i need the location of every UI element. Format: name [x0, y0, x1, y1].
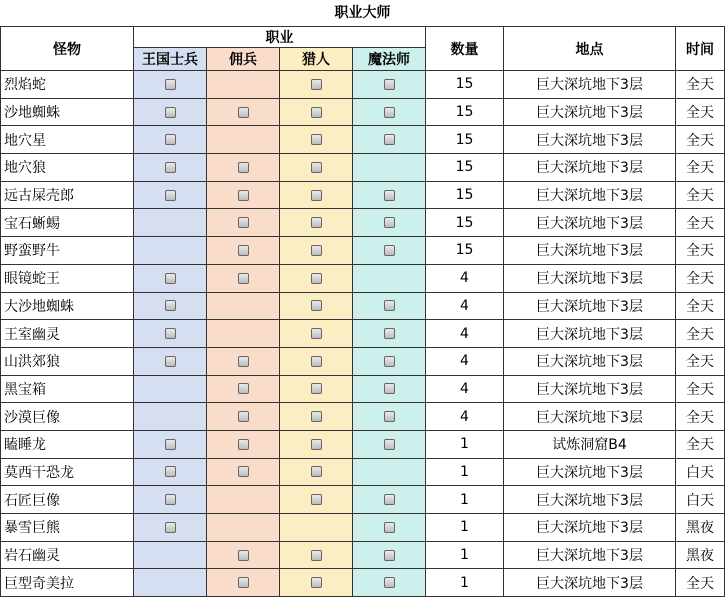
job-cell-mage	[353, 486, 426, 514]
job-cell-hunter	[280, 237, 353, 265]
checkbox-icon	[384, 550, 395, 561]
job-cell-soldier	[134, 264, 207, 292]
monster-name: 岩石幽灵	[1, 541, 134, 569]
checkbox-icon	[384, 522, 395, 533]
time-cell: 全天	[676, 237, 725, 265]
location-cell: 巨大深坑地下3层	[504, 320, 676, 348]
job-cell-mercenary	[207, 541, 280, 569]
location-cell: 巨大深坑地下3层	[504, 71, 676, 99]
table-row	[1, 569, 725, 597]
checkbox-icon	[384, 439, 395, 450]
job-cell-mage	[353, 320, 426, 348]
job-cell-mercenary	[207, 569, 280, 597]
job-header-hunter: 猎人	[280, 48, 353, 71]
job-cell-mercenary	[207, 458, 280, 486]
checkbox-icon	[165, 273, 176, 284]
checkbox-icon	[165, 190, 176, 201]
count-cell: 4	[426, 292, 504, 320]
count-cell: 15	[426, 71, 504, 99]
checkbox-icon	[311, 328, 322, 339]
job-cell-hunter	[280, 347, 353, 375]
location-cell: 巨大深坑地下3层	[504, 154, 676, 182]
checkbox-icon	[311, 107, 322, 118]
checkbox-icon	[238, 466, 249, 477]
checkbox-icon	[311, 300, 322, 311]
monster-name: 沙漠巨像	[1, 403, 134, 431]
count-cell: 15	[426, 98, 504, 126]
job-cell-soldier	[134, 347, 207, 375]
monster-name: 沙地蜘蛛	[1, 98, 134, 126]
time-cell: 全天	[676, 71, 725, 99]
checkbox-icon	[384, 328, 395, 339]
job-cell-mercenary	[207, 71, 280, 99]
checkbox-icon	[384, 411, 395, 422]
job-cell-hunter	[280, 403, 353, 431]
job-header-mercenary: 佣兵	[207, 48, 280, 71]
job-cell-mercenary	[207, 181, 280, 209]
job-cell-soldier	[134, 486, 207, 514]
location-cell: 巨大深坑地下3层	[504, 514, 676, 542]
table-row	[1, 458, 725, 486]
job-cell-mage	[353, 347, 426, 375]
monster-name: 远古屎壳郎	[1, 181, 134, 209]
checkbox-icon	[384, 79, 395, 90]
job-cell-hunter	[280, 458, 353, 486]
monster-name: 暴雪巨熊	[1, 514, 134, 542]
job-cell-soldier	[134, 375, 207, 403]
location-cell: 巨大深坑地下3层	[504, 486, 676, 514]
job-group-header: 职业	[134, 27, 426, 48]
job-cell-mage	[353, 458, 426, 486]
time-cell: 全天	[676, 292, 725, 320]
time-cell: 全天	[676, 154, 725, 182]
count-cell: 15	[426, 154, 504, 182]
job-cell-mage	[353, 541, 426, 569]
time-cell: 全天	[676, 347, 725, 375]
job-cell-hunter	[280, 98, 353, 126]
count-cell: 4	[426, 347, 504, 375]
table-row	[1, 514, 725, 542]
monster-name: 大沙地蜘蛛	[1, 292, 134, 320]
job-cell-hunter	[280, 181, 353, 209]
table-row	[1, 71, 725, 99]
job-cell-hunter	[280, 375, 353, 403]
count-cell: 15	[426, 209, 504, 237]
time-cell: 黑夜	[676, 514, 725, 542]
job-cell-soldier	[134, 237, 207, 265]
job-cell-mercenary	[207, 514, 280, 542]
table-row	[1, 292, 725, 320]
job-cell-mage	[353, 292, 426, 320]
checkbox-icon	[311, 245, 322, 256]
checkbox-icon	[165, 79, 176, 90]
job-cell-soldier	[134, 320, 207, 348]
job-cell-mercenary	[207, 126, 280, 154]
table-row	[1, 320, 725, 348]
count-cell: 4	[426, 375, 504, 403]
count-cell: 4	[426, 264, 504, 292]
job-cell-soldier	[134, 126, 207, 154]
monster-name: 眼镜蛇王	[1, 264, 134, 292]
location-cell: 巨大深坑地下3层	[504, 403, 676, 431]
location-cell: 巨大深坑地下3层	[504, 375, 676, 403]
checkbox-icon	[165, 522, 176, 533]
table-row	[1, 237, 725, 265]
checkbox-icon	[165, 356, 176, 367]
location-cell: 巨大深坑地下3层	[504, 264, 676, 292]
count-header: 数量	[426, 27, 504, 71]
count-cell: 15	[426, 181, 504, 209]
job-cell-mage	[353, 375, 426, 403]
location-cell: 巨大深坑地下3层	[504, 347, 676, 375]
checkbox-icon	[311, 439, 322, 450]
table-row	[1, 264, 725, 292]
location-cell: 巨大深坑地下3层	[504, 98, 676, 126]
checkbox-icon	[384, 217, 395, 228]
count-cell: 15	[426, 126, 504, 154]
time-cell: 全天	[676, 209, 725, 237]
monster-name: 宝石蜥蜴	[1, 209, 134, 237]
checkbox-icon	[238, 411, 249, 422]
checkbox-icon	[311, 494, 322, 505]
job-cell-hunter	[280, 486, 353, 514]
checkbox-icon	[311, 550, 322, 561]
monster-name: 山洪郊狼	[1, 347, 134, 375]
job-cell-mage	[353, 237, 426, 265]
job-cell-soldier	[134, 209, 207, 237]
checkbox-icon	[238, 577, 249, 588]
monster-name: 莫西干恐龙	[1, 458, 134, 486]
count-cell: 4	[426, 320, 504, 348]
time-cell: 全天	[676, 264, 725, 292]
checkbox-icon	[165, 439, 176, 450]
checkbox-icon	[238, 273, 249, 284]
checkbox-icon	[384, 245, 395, 256]
time-cell: 白天	[676, 486, 725, 514]
table-row	[1, 541, 725, 569]
job-cell-hunter	[280, 209, 353, 237]
job-cell-mercenary	[207, 209, 280, 237]
job-cell-soldier	[134, 98, 207, 126]
checkbox-icon	[238, 107, 249, 118]
job-cell-hunter	[280, 71, 353, 99]
checkbox-icon	[165, 134, 176, 145]
checkbox-icon	[238, 550, 249, 561]
count-cell: 1	[426, 458, 504, 486]
job-cell-soldier	[134, 569, 207, 597]
job-cell-hunter	[280, 541, 353, 569]
checkbox-icon	[238, 217, 249, 228]
checkbox-icon	[311, 190, 322, 201]
checkbox-icon	[384, 356, 395, 367]
time-cell: 全天	[676, 320, 725, 348]
time-cell: 全天	[676, 181, 725, 209]
monster-name: 黑宝箱	[1, 375, 134, 403]
location-cell: 巨大深坑地下3层	[504, 237, 676, 265]
table-row	[1, 486, 725, 514]
checkbox-icon	[165, 300, 176, 311]
job-cell-mercenary	[207, 320, 280, 348]
job-cell-hunter	[280, 514, 353, 542]
location-cell: 巨大深坑地下3层	[504, 292, 676, 320]
monster-name: 瞌睡龙	[1, 430, 134, 458]
job-cell-hunter	[280, 430, 353, 458]
job-cell-soldier	[134, 403, 207, 431]
checkbox-icon	[165, 328, 176, 339]
job-cell-mercenary	[207, 292, 280, 320]
job-header-mage: 魔法师	[353, 48, 426, 71]
time-header: 时间	[676, 27, 725, 71]
job-cell-hunter	[280, 320, 353, 348]
monster-name: 王室幽灵	[1, 320, 134, 348]
job-cell-mage	[353, 209, 426, 237]
checkbox-icon	[384, 383, 395, 394]
time-cell: 全天	[676, 375, 725, 403]
table-row	[1, 181, 725, 209]
checkbox-icon	[384, 300, 395, 311]
job-cell-mercenary	[207, 375, 280, 403]
job-cell-mage	[353, 98, 426, 126]
count-cell: 1	[426, 514, 504, 542]
checkbox-icon	[311, 273, 322, 284]
job-cell-soldier	[134, 181, 207, 209]
job-cell-hunter	[280, 126, 353, 154]
count-cell: 1	[426, 430, 504, 458]
job-cell-hunter	[280, 569, 353, 597]
table-row	[1, 403, 725, 431]
time-cell: 全天	[676, 569, 725, 597]
job-cell-mercenary	[207, 403, 280, 431]
job-cell-soldier	[134, 71, 207, 99]
time-cell: 全天	[676, 430, 725, 458]
time-cell: 全天	[676, 126, 725, 154]
job-cell-mage	[353, 569, 426, 597]
job-cell-mage	[353, 514, 426, 542]
checkbox-icon	[311, 79, 322, 90]
job-cell-soldier	[134, 514, 207, 542]
monster-job-table	[0, 26, 725, 597]
count-cell: 1	[426, 569, 504, 597]
checkbox-icon	[238, 439, 249, 450]
location-cell: 巨大深坑地下3层	[504, 209, 676, 237]
checkbox-icon	[311, 217, 322, 228]
table-row	[1, 375, 725, 403]
job-cell-mercenary	[207, 98, 280, 126]
time-cell: 黑夜	[676, 541, 725, 569]
table-row	[1, 98, 725, 126]
checkbox-icon	[311, 134, 322, 145]
checkbox-icon	[165, 466, 176, 477]
monster-name: 石匠巨像	[1, 486, 134, 514]
checkbox-icon	[311, 383, 322, 394]
location-cell: 巨大深坑地下3层	[504, 541, 676, 569]
checkbox-icon	[384, 577, 395, 588]
checkbox-icon	[384, 107, 395, 118]
checkbox-icon	[311, 356, 322, 367]
time-cell: 白天	[676, 458, 725, 486]
job-cell-mercenary	[207, 430, 280, 458]
checkbox-icon	[165, 162, 176, 173]
location-header: 地点	[504, 27, 676, 71]
count-cell: 4	[426, 403, 504, 431]
table-row	[1, 126, 725, 154]
table-row	[1, 209, 725, 237]
job-cell-hunter	[280, 292, 353, 320]
page-title: 职业大师	[334, 5, 391, 21]
count-cell: 15	[426, 237, 504, 265]
job-cell-mage	[353, 181, 426, 209]
table-row	[1, 430, 725, 458]
job-cell-soldier	[134, 541, 207, 569]
checkbox-icon	[311, 162, 322, 173]
time-cell: 全天	[676, 403, 725, 431]
job-cell-mercenary	[207, 347, 280, 375]
checkbox-icon	[238, 383, 249, 394]
monster-name: 地穴星	[1, 126, 134, 154]
location-cell: 巨大深坑地下3层	[504, 569, 676, 597]
job-cell-mage	[353, 71, 426, 99]
job-cell-mage	[353, 154, 426, 182]
job-cell-soldier	[134, 430, 207, 458]
job-cell-soldier	[134, 292, 207, 320]
job-cell-mercenary	[207, 264, 280, 292]
job-header-soldier: 王国士兵	[134, 48, 207, 71]
checkbox-icon	[238, 190, 249, 201]
count-cell: 1	[426, 486, 504, 514]
job-cell-mage	[353, 430, 426, 458]
job-cell-mercenary	[207, 237, 280, 265]
job-cell-soldier	[134, 458, 207, 486]
time-cell: 全天	[676, 98, 725, 126]
job-cell-mage	[353, 126, 426, 154]
job-cell-mage	[353, 403, 426, 431]
checkbox-icon	[311, 411, 322, 422]
checkbox-icon	[384, 190, 395, 201]
location-cell: 巨大深坑地下3层	[504, 458, 676, 486]
checkbox-icon	[165, 107, 176, 118]
monster-name: 巨型奇美拉	[1, 569, 134, 597]
monster-name: 野蛮野牛	[1, 237, 134, 265]
checkbox-icon	[384, 494, 395, 505]
location-cell: 巨大深坑地下3层	[504, 181, 676, 209]
checkbox-icon	[384, 134, 395, 145]
job-cell-mercenary	[207, 154, 280, 182]
table-row	[1, 347, 725, 375]
job-cell-mage	[353, 264, 426, 292]
location-cell: 巨大深坑地下3层	[504, 126, 676, 154]
checkbox-icon	[238, 162, 249, 173]
monster-header: 怪物	[1, 27, 134, 71]
checkbox-icon	[238, 245, 249, 256]
table-body	[1, 71, 725, 597]
table-row	[1, 154, 725, 182]
location-cell: 试炼洞窟B4	[504, 430, 676, 458]
monster-name: 烈焰蛇	[1, 71, 134, 99]
checkbox-icon	[165, 494, 176, 505]
monster-name: 地穴狼	[1, 154, 134, 182]
job-cell-hunter	[280, 264, 353, 292]
job-cell-soldier	[134, 154, 207, 182]
count-cell: 1	[426, 541, 504, 569]
job-cell-mercenary	[207, 486, 280, 514]
checkbox-icon	[311, 466, 322, 477]
checkbox-icon	[311, 577, 322, 588]
job-cell-hunter	[280, 154, 353, 182]
checkbox-icon	[238, 356, 249, 367]
